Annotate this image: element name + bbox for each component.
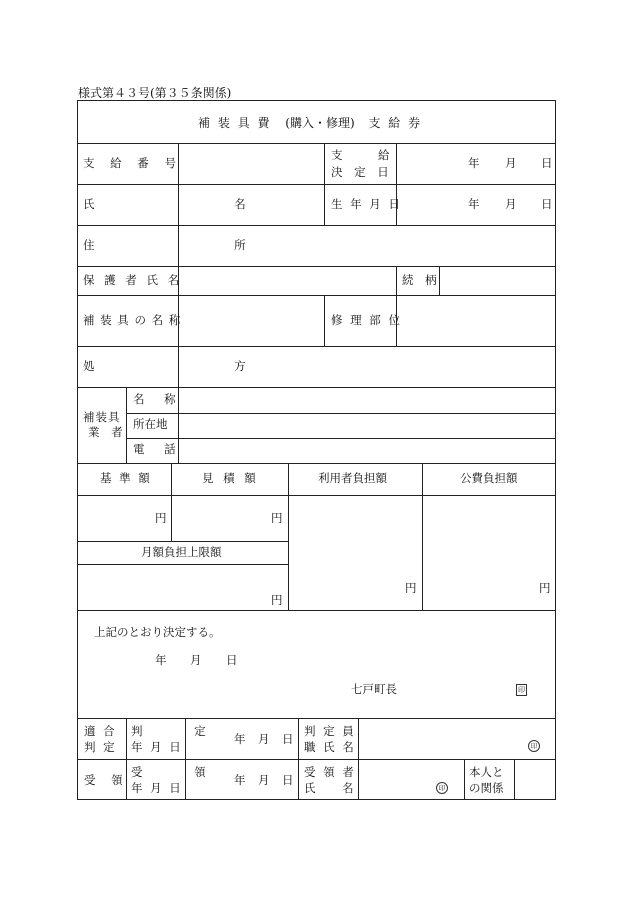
label-denwa: 電 話 [133,442,184,456]
label-shi: 氏 [304,781,316,795]
juryo-month: 月 [258,773,270,787]
form-title [198,117,422,129]
form-number: 様式第４３号(第３５条関係) [78,86,232,100]
header-mitsumori: 見 積 額 [202,471,259,485]
label-shoho: 処 方 [83,359,314,373]
header-kijun: 基 準 額 [100,471,152,485]
header-kohi: 公費負担額 [460,471,518,485]
hantei-month: 月 [258,732,270,746]
label-hogosha-shimei: 保 護 者 氏 名 [83,273,183,287]
label-nengappi: 年 月 日 [131,740,183,754]
label-shikyu: 支 [331,148,343,162]
label-kettei-bi: 決 定 日 [331,165,393,179]
label-jusho: 住 所 [83,238,314,252]
yen-getsugaku: 円 [271,593,283,607]
voucher-form [77,100,556,800]
hantei-year: 年 [234,732,246,746]
yen-kijun: 円 [155,511,167,525]
date-day: 日 [541,156,553,170]
title-paren: (購入・修理) [285,116,355,130]
label-kyu: 給 [378,148,390,162]
label-gyosha: 業 者 [88,425,127,439]
decision-day: 日 [226,653,238,667]
title-tail: 支 給 券 [368,116,423,130]
label-honnin: 本人と [469,765,504,779]
yen-riyosha: 円 [405,581,417,595]
decision-month: 月 [190,653,202,667]
decision-text: 上記のとおり決定する。 [94,625,221,639]
label-zokugara: 続 柄 [402,273,441,287]
hantei-seal-icon: 印 [528,740,540,752]
label-juryo: 受 領 [84,773,129,787]
yen-mitsumori: 円 [271,511,283,525]
juryo-day: 日 [282,773,294,787]
birth-month: 月 [505,197,517,211]
label-shuri-bui: 修 理 部 位 [331,313,402,327]
label-hanteiin: 判 定 員 [304,724,356,738]
juryo-seal-icon: 印 [436,782,448,794]
juryo-year: 年 [234,773,246,787]
yen-kohi: 円 [539,581,551,595]
birth-year: 年 [468,197,480,211]
label-kankei: の関係 [469,781,504,795]
label-hantei: 判 定 [84,740,117,754]
mayor-seal-icon: 印 [518,686,525,694]
label-shokushimei: 職 氏 名 [304,740,356,754]
label-shozaichi: 所在地 [133,417,168,431]
label-juryo-nengappi: 年 月 日 [131,781,183,795]
label-hosogu-meisho: 補 装 具 の 名 称 [83,313,182,327]
label-hosogu-gyosha: 補装具 [83,410,121,424]
label-juryo2: 受 領 [131,765,230,779]
label-shikyu-bango: 支 給 番 号 [83,156,182,170]
birth-day: 日 [541,197,553,211]
label-mei: 名 [342,781,354,795]
decision-year: 年 [155,653,167,667]
date-year: 年 [468,156,480,170]
title-main: 補 装 具 費 [198,116,272,130]
label-tekigo: 適 合 [84,724,117,738]
mayor-name: 七戸町長 [351,682,397,696]
label-meisho: 名 称 [133,392,184,406]
date-month: 月 [505,156,517,170]
label-juryosha: 受 領 者 [304,765,356,779]
label-hantei2: 判 定 [131,724,230,738]
header-riyosha: 利用者負担額 [318,471,387,485]
label-seinengappi: 生 年 月 日 [331,197,402,211]
label-getsugaku: 月額負担上限額 [141,545,222,559]
hantei-day: 日 [282,732,294,746]
label-shimei: 氏 名 [83,197,314,211]
